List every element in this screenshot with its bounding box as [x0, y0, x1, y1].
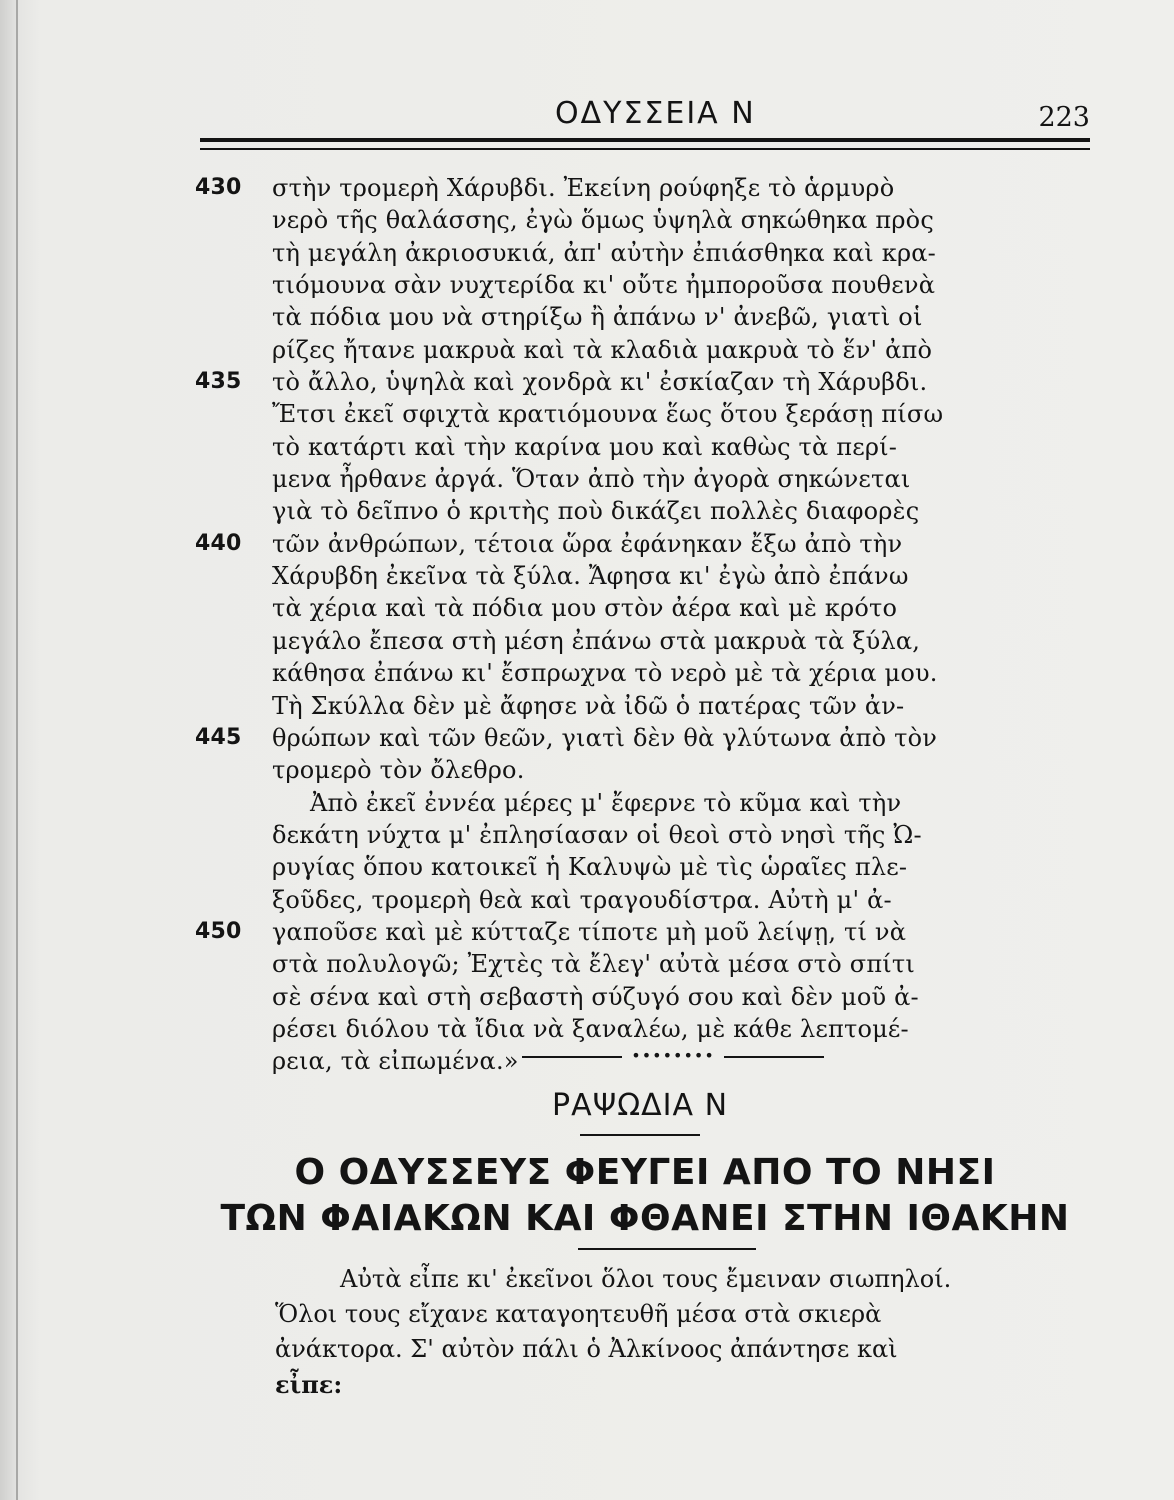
verse-text: Ἔτσι ἐκεῖ σφιχτὰ κρατιόμουνα ἕως ὅτου ξεράσῃ πίσω: [272, 400, 944, 429]
verse-text: τὸ κατάρτι καὶ τὴν καρίνα μου καὶ καθὼς τὰ περί-: [272, 432, 898, 461]
verse-text: τῶν ἀνθρώπων, τέτοια ὥρα ἐφάνηκαν ἔξω ἀπὸ τὴν: [272, 529, 903, 558]
verse-block: [195, 172, 1095, 1078]
verse-text: μενα ἦρθανε ἀργά. Ὅταν ἀπὸ τὴν ἀγορὰ σηκώνεται: [272, 465, 911, 494]
body-line: εἶπε:: [275, 1370, 343, 1399]
verse-text: Τὴ Σκύλλα δὲν μὲ ἄφησε νὰ ἰδῶ ὁ πατέρας τῶν ἀν-: [272, 691, 905, 720]
body-line: Ὅλοι τους εἴχανε καταγοητευθῆ μέσα στὰ σκιερὰ: [275, 1300, 882, 1328]
verse-line: [195, 204, 1095, 236]
section-ornament: [522, 1046, 824, 1065]
ornament-bar-right: [724, 1056, 824, 1058]
verse-line: [195, 398, 1095, 430]
verse-line: [195, 787, 1095, 819]
rhapsody-rule: [580, 1134, 700, 1136]
running-title: ΟΔΥΣΣΕΙΑ Ν: [555, 96, 756, 131]
verse-line: [195, 625, 1095, 657]
verse-text: γαποῦσε καὶ μὲ κύτταζε τίποτε μὴ μοῦ λείψῃ, τί νὰ: [272, 917, 907, 946]
verse-text: ρεια, τὰ εἰπωμένα.»: [272, 1047, 519, 1076]
verse-line: [195, 528, 1095, 560]
verse-text: τιόμουνα σὰν νυχτερίδα κι' οὔτε ἠμποροῦσα πουθενὰ: [272, 271, 936, 300]
verse-line: [195, 463, 1095, 495]
rhapsody-heading: ΡΑΨΩΔΙΑ Ν: [551, 1088, 729, 1123]
verse-text: δεκάτη νύχτα μ' ἐπλησίασαν οἱ θεοὶ στὸ νησὶ τῆς Ὠ-: [272, 820, 922, 849]
ornament-dots: ••••••••: [631, 1046, 715, 1065]
chapter-title: [200, 1150, 1090, 1242]
verse-text: ρίζες ἤτανε μακρυὰ καὶ τὰ κλαδιὰ μακρυὰ τὸ ἕν' ἀπὸ: [272, 335, 933, 364]
verse-text: σὲ σένα καὶ στὴ σεβαστὴ σύζυγό σου καὶ δὲν μοῦ ἀ-: [272, 982, 919, 1011]
ornament-bar-left: [522, 1056, 622, 1058]
verse-line: [195, 916, 1095, 948]
verse-line: [195, 884, 1095, 916]
verse-line: [195, 722, 1095, 754]
chapter-rule: [578, 1248, 756, 1250]
verse-text: νερὸ τῆς θαλάσσης, ἐγὼ ὅμως ὑψηλὰ σηκώθηκα πρὸς: [272, 206, 934, 235]
verse-text: γιὰ τὸ δεῖπνο ὁ κριτὴς ποὺ δικάζει πολλὲς διαφορὲς: [272, 497, 920, 526]
verse-text: στὰ πολυλογῶ; Ἐχτὲς τὰ ἔλεγ' αὐτὰ μέσα στὸ σπίτι: [272, 950, 916, 979]
verse-text: κάθησα ἐπάνω κι' ἔσπρωχνα τὸ νερὸ μὲ τὰ χέρια μου.: [272, 659, 938, 688]
verse-text: ρέσει διόλου τὰ ἴδια νὰ ξαναλέω, μὲ κάθε λεπτομέ-: [272, 1014, 909, 1043]
verse-number: 450: [195, 918, 242, 944]
verse-line: [195, 981, 1095, 1013]
verse-line: [195, 657, 1095, 689]
verse-line: [195, 948, 1095, 980]
verse-line: [195, 690, 1095, 722]
verse-line: [195, 560, 1095, 592]
verse-number: 440: [195, 530, 242, 556]
verse-line: [195, 301, 1095, 333]
verse-number: 445: [195, 724, 242, 750]
verse-number: 435: [195, 369, 242, 395]
verse-number: 430: [195, 175, 242, 200]
verse-line: [195, 431, 1095, 463]
verse-line: [195, 592, 1095, 624]
body-line: ἀνάκτορα. Σ' αὐτὸν πάλι ὁ Ἀλκίνοος ἀπάντησε καὶ: [275, 1335, 898, 1363]
verse-text: Χάρυβδη ἐκεῖνα τὰ ξύλα. Ἄφησα κι' ἐγὼ ἀπὸ ἐπάνω: [272, 562, 909, 591]
verse-line: [195, 237, 1095, 269]
verse-line: [195, 495, 1095, 527]
verse-line: [195, 754, 1095, 786]
verse-text: τὰ πόδια μου νὰ στηρίξω ἢ ἀπάνω ν' ἀνεβῶ, γιατὶ οἱ: [272, 303, 923, 332]
chapter-title-line-2: ΤΩΝ ΦΑΙΑΚΩΝ ΚΑΙ ΦΘΑΝΕΙ ΣΤΗΝ ΙΘΑΚΗΝ: [220, 1198, 1070, 1239]
verse-line: [195, 1013, 1095, 1045]
verse-text: στὴν τρομερὴ Χάρυβδι. Ἐκείνη ρούφηξε τὸ ἁρμυρὸ: [272, 174, 895, 202]
verse-text: μεγάλο ἔπεσα στὴ μέση ἐπάνω στὰ μακρυὰ τὰ ξύλα,: [272, 626, 921, 655]
body-text: [275, 1262, 1105, 1402]
verse-text: ξοῦδες, τρομερὴ θεὰ καὶ τραγουδίστρα. Αὐτὴ μ' ἀ-: [272, 885, 892, 914]
verse-text: θρώπων καὶ τῶν θεῶν, γιατὶ δὲν θὰ γλύτωνα ἀπὸ τὸν: [272, 723, 938, 752]
verse-text: Ἀπὸ ἐκεῖ ἐννέα μέρες μ' ἔφερνε τὸ κῦμα καὶ τὴν: [310, 788, 902, 817]
verse-text: τὰ χέρια καὶ τὰ πόδια μου στὸν ἀέρα καὶ μὲ κρότο: [272, 594, 898, 623]
verse-text: τὴ μεγάλη ἀκριοσυκιά, ἀπ' αὐτὴν ἐπιάσθηκα καὶ κρα-: [272, 238, 936, 267]
page-header: [200, 88, 1090, 138]
verse-line: [195, 819, 1095, 851]
verse-line: [195, 334, 1095, 366]
verse-line: [195, 269, 1095, 301]
body-line: Αὐτὰ εἶπε κι' ἐκεῖνοι ὅλοι τους ἔμειναν σιωπηλοί.: [340, 1265, 952, 1293]
verse-line: [195, 851, 1095, 883]
binding-gutter: [16, 0, 18, 1500]
chapter-title-line-1: Ο ΟΔΥΣΣΕΥΣ ΦΕΥΓΕΙ ΑΠΟ ΤΟ ΝΗΣΙ: [294, 1152, 996, 1193]
verse-line: [195, 172, 1095, 204]
page-number: 223: [1038, 102, 1090, 133]
verse-line: [195, 366, 1095, 398]
header-rule: [200, 138, 1090, 150]
verse-text: τρομερὸ τὸν ὄλεθρο.: [272, 756, 525, 785]
verse-text: ρυγίας ὅπου κατοικεῖ ἡ Καλυψὼ μὲ τὶς ὡραῖες πλε-: [272, 853, 908, 882]
verse-text: τὸ ἄλλο, ὑψηλὰ καὶ χονδρὰ κι' ἐσκίαζαν τὴ Χάρυβδι.: [272, 368, 928, 397]
